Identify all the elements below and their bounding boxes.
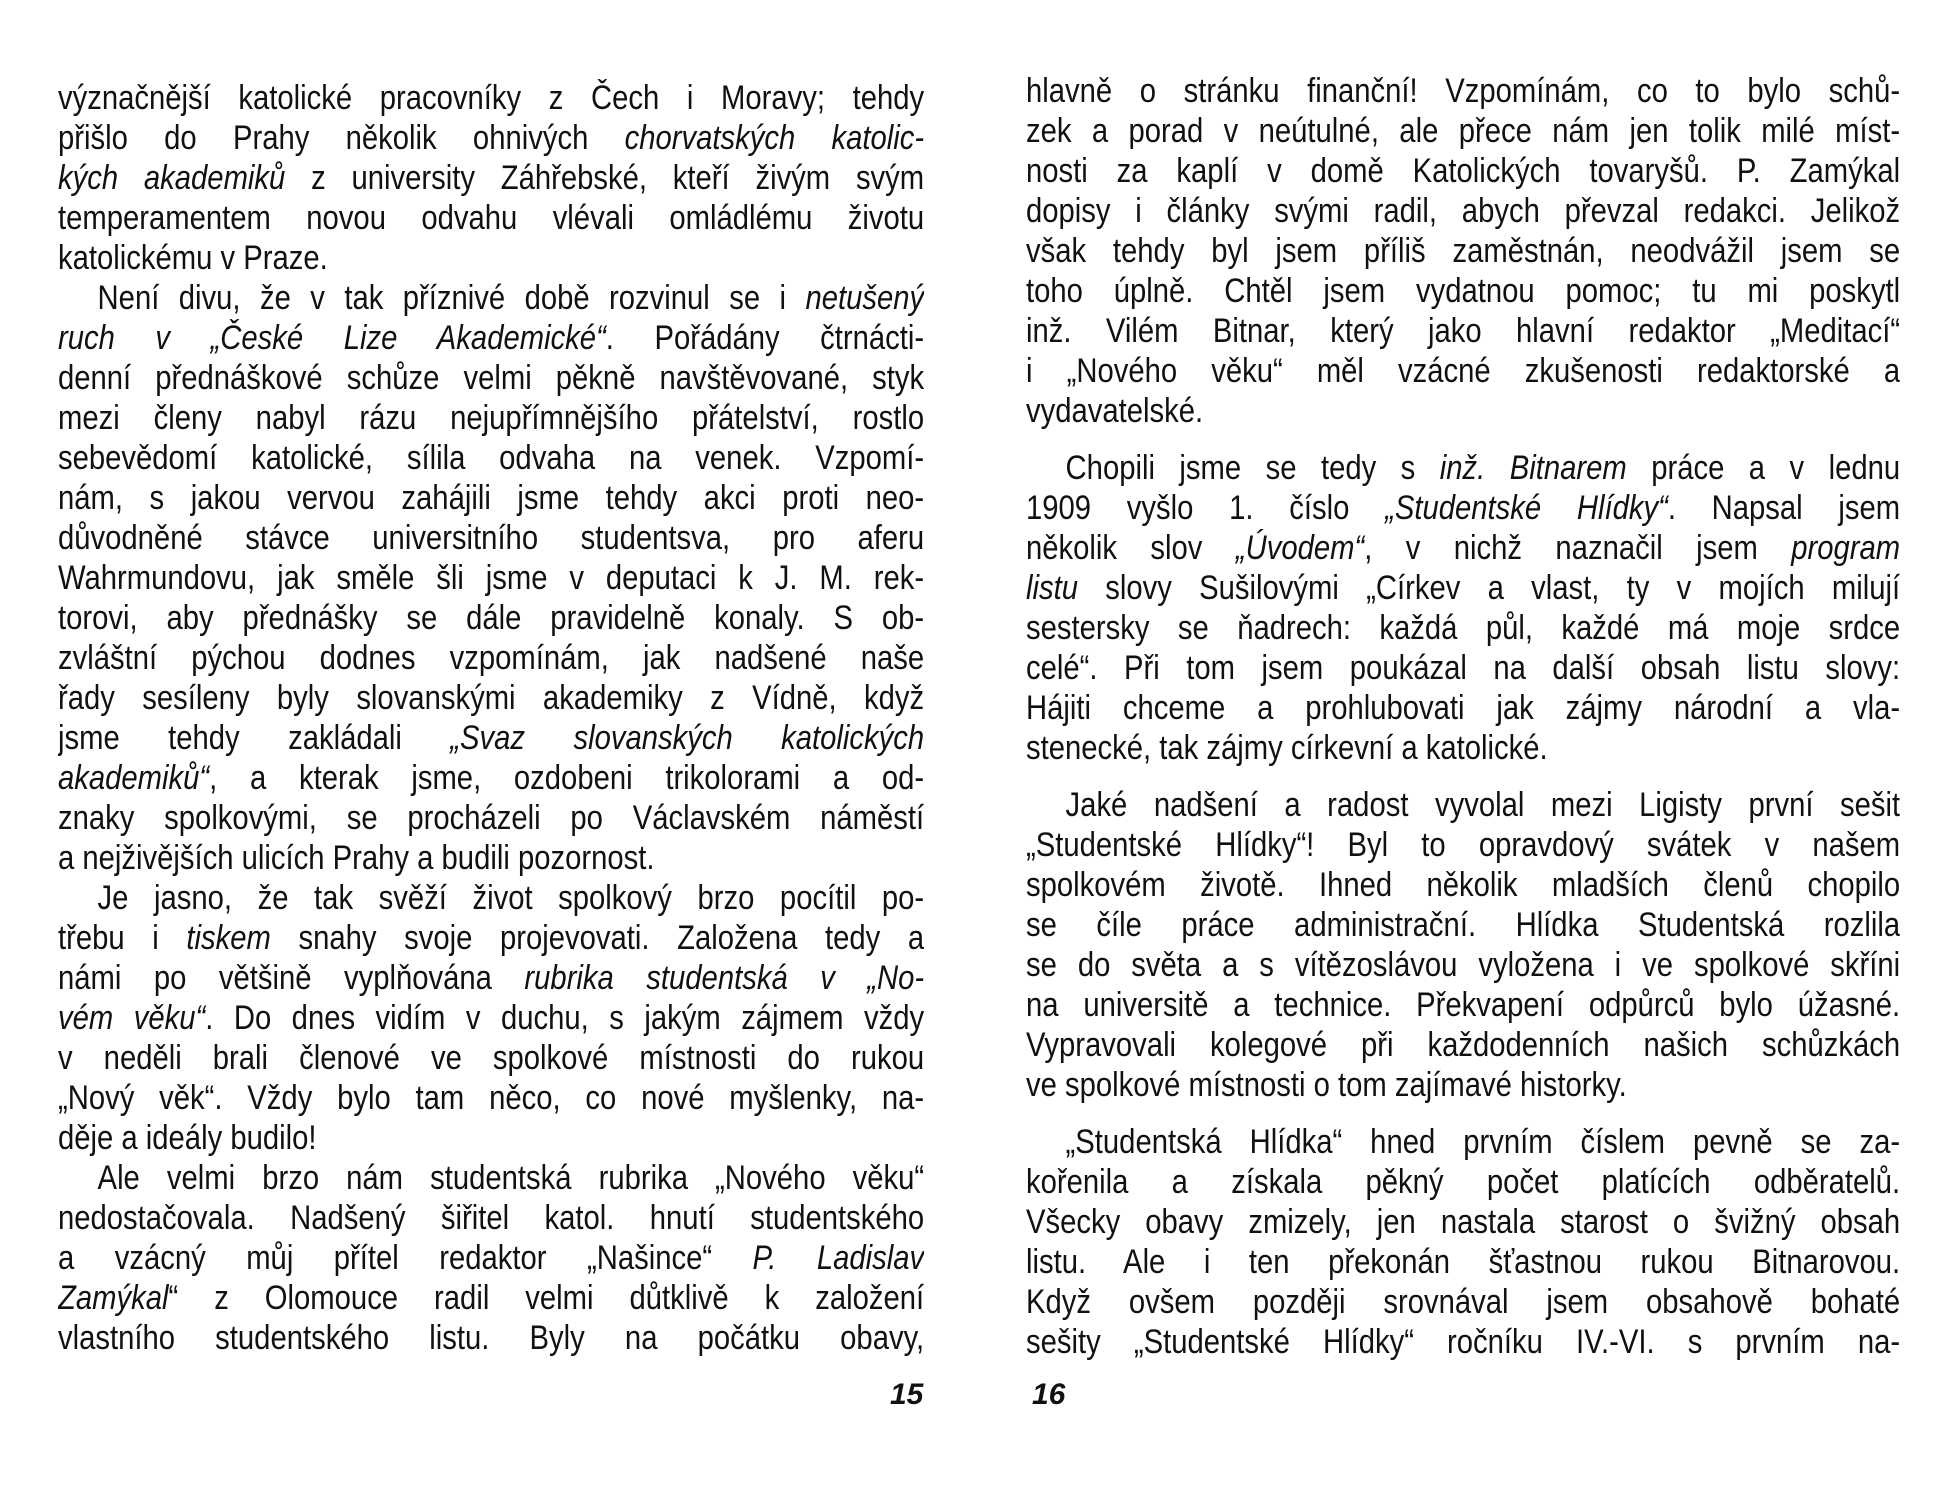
text-line	[1026, 351, 1900, 391]
text-run: Ale velmi brzo nám studentská rubrika „Nového věku“	[97, 1159, 925, 1197]
text-run: však tehdy byl jsem příliš zaměstnán, neodvážil jsem se	[1026, 232, 1901, 270]
text-line	[58, 758, 924, 798]
text-line	[58, 638, 924, 678]
text-line	[1026, 728, 1900, 768]
text-line	[58, 1278, 924, 1318]
paragraph	[58, 78, 924, 278]
italic-text-run: inž. Bitnarem	[1439, 449, 1627, 487]
text-run: děje a ideály budilo!	[58, 1119, 317, 1157]
text-line	[58, 678, 924, 718]
paragraph	[58, 1158, 924, 1358]
text-run: 1909 vyšlo 1. číslo	[1026, 489, 1386, 527]
text-line	[58, 598, 924, 638]
text-line	[58, 1198, 924, 1238]
text-line	[1026, 528, 1900, 568]
text-run: sešity „Studentské Hlídky“ ročníku IV.-VI. s prvním na-	[1026, 1323, 1901, 1361]
text-line	[1026, 608, 1900, 648]
italic-text-run: ruch v „České Lize Akademické“	[58, 319, 606, 357]
italic-text-run: rubrika studentská v „No-	[524, 959, 925, 997]
text-line	[1026, 311, 1900, 351]
text-run: i „Nového věku“ měl vzácné zkušenosti redaktorské a	[1026, 352, 1901, 390]
text-run: spolkovém životě. Ihned několik mladších členů chopilo	[1026, 866, 1901, 904]
text-line	[58, 238, 924, 278]
text-line	[58, 1318, 924, 1358]
text-run: Hájiti chceme a prohlubovati jak zájmy národní a vla-	[1026, 689, 1901, 727]
text-line	[1026, 688, 1900, 728]
text-run: celé“. Při tom jsem poukázal na další obsah listu slovy:	[1026, 649, 1901, 687]
italic-text-run: tiskem	[186, 919, 271, 957]
text-line	[58, 958, 924, 998]
text-run: katolickému v Praze.	[58, 239, 328, 277]
text-line	[1026, 1122, 1900, 1162]
text-run: ve spolkové místnosti o tom zajímavé historky.	[1026, 1066, 1627, 1104]
text-run: v neděli brali členové ve spolkové místnosti do rukou	[58, 1039, 925, 1077]
text-line	[1026, 1322, 1900, 1362]
text-line	[1026, 448, 1900, 488]
page-number-right: 16	[1032, 1378, 1066, 1411]
text-run: , a kterak jsme, ozdobeni trikolorami a od-	[209, 759, 925, 797]
text-run: zvláštní pýchou dodnes vzpomínám, jak nadšené naše	[58, 639, 925, 677]
text-run: na universitě a technice. Překvapení odpůrců bylo úžasné.	[1026, 986, 1901, 1024]
text-line	[58, 438, 924, 478]
text-run: Všecky obavy zmizely, jen nastala starost o švižný obsah	[1026, 1203, 1901, 1241]
text-line	[58, 398, 924, 438]
text-run: „Studentská Hlídka“ hned prvním číslem pevně se za-	[1065, 1123, 1901, 1161]
paragraph	[1026, 785, 1900, 1105]
text-run: listu. Ale i ten překonán šťastnou rukou Bitnarovou.	[1026, 1243, 1901, 1281]
text-line	[1026, 191, 1900, 231]
italic-text-run: kých akademiků	[58, 159, 286, 197]
text-line	[58, 1078, 924, 1118]
text-run: znaky spolkovými, se procházeli po Václavském náměstí	[58, 799, 925, 837]
text-line	[1026, 1065, 1900, 1105]
page-number-left: 15	[890, 1378, 924, 1411]
text-run: mezi členy nabyl rázu nejupřímnějšího přátelství, rostlo	[58, 399, 925, 437]
text-run: význačnější katolické pracovníky z Čech i Moravy; tehdy	[58, 79, 925, 117]
text-line	[1026, 1025, 1900, 1065]
text-line	[58, 358, 924, 398]
italic-text-run: vém věku“	[58, 999, 206, 1037]
text-run: . Napsal jsem	[1667, 489, 1901, 527]
text-line	[1026, 568, 1900, 608]
text-run: zek a porad v neútulné, ale přece nám jen tolik milé míst-	[1026, 112, 1901, 150]
text-run: . Do dnes vidím v duchu, s jakým zájmem vždy	[205, 999, 925, 1037]
italic-text-run: program	[1791, 529, 1901, 567]
text-run: denní přednáškové schůze velmi pěkně navštěvované, styk	[58, 359, 925, 397]
text-line	[58, 318, 924, 358]
text-line	[58, 198, 924, 238]
text-run: „Studentské Hlídky“! Byl to opravdový svátek v našem	[1026, 826, 1901, 864]
italic-text-run: „Úvodem“	[1235, 529, 1365, 567]
text-run: Chopili jsme se tedy s	[1065, 449, 1440, 487]
text-run: z university Záhřebské, kteří živým svým	[285, 159, 925, 197]
text-line	[1026, 865, 1900, 905]
text-run: námi po většině vyplňována	[58, 959, 525, 997]
text-line	[1026, 905, 1900, 945]
text-run: . Pořádány čtrnácti-	[605, 319, 925, 357]
text-run: torovi, aby přednášky se dále pravidelně konaly. S ob-	[58, 599, 925, 637]
text-line	[1026, 1162, 1900, 1202]
text-line	[58, 278, 924, 318]
italic-text-run: „Svaz slovanských katolických	[450, 719, 925, 757]
text-run: a vzácný můj přítel redaktor „Našince“	[58, 1239, 753, 1277]
text-run: několik slov	[1026, 529, 1236, 567]
text-run: práce a v lednu	[1626, 449, 1901, 487]
text-run: toho úplně. Chtěl jsem vydatnou pomoc; tu mi poskytl	[1026, 272, 1901, 310]
text-run: vlastního studentského listu. Byly na počátku obavy,	[58, 1319, 925, 1357]
text-run: sestersky se ňadrech: každá půl, každé má moje srdce	[1026, 609, 1901, 647]
text-run: temperamentem novou odvahu vlévali omládlému životu	[58, 199, 925, 237]
text-line	[58, 78, 924, 118]
text-line	[58, 518, 924, 558]
text-run: sebevědomí katolické, sílila odvaha na venek. Vzpomí-	[58, 439, 925, 477]
text-run: nosti za kaplí v domě Katolických tovaryšů. P. Zamýkal	[1026, 152, 1901, 190]
text-run: a nejživějších ulicích Prahy a budili pozornost.	[58, 839, 655, 877]
text-line	[58, 1158, 924, 1198]
text-run: nedostačovala. Nadšený šiřitel katol. hnutí studentského	[58, 1199, 925, 1237]
text-line	[1026, 785, 1900, 825]
italic-text-run: P. Ladislav	[752, 1239, 925, 1277]
text-run: , v nichž naznačil jsem	[1364, 529, 1792, 567]
text-line	[58, 118, 924, 158]
text-run: inž. Vilém Bitnar, který jako hlavní redaktor „Meditací“	[1026, 312, 1901, 350]
text-line	[58, 1038, 924, 1078]
text-line	[58, 918, 924, 958]
text-run: dopisy i články svými radil, abych převzal redakci. Jelikož	[1026, 192, 1901, 230]
text-run: stenecké, tak zájmy církevní a katolické.	[1026, 729, 1548, 767]
text-run: snahy svoje projevovati. Založena tedy a	[270, 919, 925, 957]
text-line	[1026, 71, 1900, 111]
italic-text-run: „Studentské Hlídky“	[1385, 489, 1668, 527]
text-line	[1026, 391, 1900, 431]
text-line	[58, 838, 924, 878]
paragraph	[1026, 71, 1900, 431]
text-line	[1026, 945, 1900, 985]
text-line	[58, 878, 924, 918]
text-run: nám, s jakou vervou zahájili jsme tehdy akci proti neo-	[58, 479, 925, 517]
text-line	[1026, 1242, 1900, 1282]
paragraph	[1026, 1122, 1900, 1362]
italic-text-run: Zamýkal	[58, 1279, 169, 1317]
text-line	[58, 798, 924, 838]
text-line	[1026, 231, 1900, 271]
text-line	[58, 1238, 924, 1278]
text-run: vydavatelské.	[1026, 392, 1204, 430]
text-run: se do světa a s vítězoslávou vyložena i ve spolkové skříni	[1026, 946, 1901, 984]
text-line	[1026, 1282, 1900, 1322]
text-line	[1026, 825, 1900, 865]
text-line	[1026, 271, 1900, 311]
italic-text-run: listu	[1026, 569, 1079, 607]
paragraph	[1026, 448, 1900, 768]
text-line	[58, 558, 924, 598]
text-run: Jaké nadšení a radost vyvolal mezi Ligisty první sešit	[1065, 786, 1901, 824]
text-line	[1026, 1202, 1900, 1242]
text-run: řady sesíleny byly slovanskými akademiky z Vídně, když	[58, 679, 925, 717]
text-line	[1026, 111, 1900, 151]
text-line	[58, 1118, 924, 1158]
text-line	[1026, 488, 1900, 528]
text-run: jsme tehdy zakládali	[58, 719, 451, 757]
text-run: Když ovšem později srovnával jsem obsahově bohaté	[1026, 1283, 1901, 1321]
text-line	[1026, 648, 1900, 688]
page-right	[1026, 71, 1900, 1379]
text-run: důvodněné stávce universitního studentsva, pro aferu	[58, 519, 925, 557]
text-line	[58, 478, 924, 518]
paragraph	[58, 878, 924, 1158]
text-run: Není divu, že v tak příznivé době rozvinul se i	[97, 279, 806, 317]
text-line	[58, 158, 924, 198]
italic-text-run: akademiků“	[58, 759, 210, 797]
text-run: “ z Olomouce radil velmi důtklivě k založení	[168, 1279, 925, 1317]
text-line	[1026, 985, 1900, 1025]
text-run: slovy Sušilovými „Církev a vlast, ty v mojích milují	[1078, 569, 1901, 607]
text-run: třebu i	[58, 919, 187, 957]
text-run: Wahrmundovu, jak směle šli jsme v deputaci k J. M. rek-	[58, 559, 925, 597]
paragraph	[58, 278, 924, 878]
text-run: Vypravovali kolegové při každodenních našich schůzkách	[1026, 1026, 1901, 1064]
text-run: Je jasno, že tak svěží život spolkový brzo pocítil po-	[97, 879, 925, 917]
italic-text-run: chorvatských katolic-	[624, 119, 925, 157]
text-line	[58, 718, 924, 758]
text-line	[58, 998, 924, 1038]
text-line	[1026, 151, 1900, 191]
text-run: kořenila a získala pěkný počet platících odběratelů.	[1026, 1163, 1901, 1201]
text-run: se číle práce administrační. Hlídka Studentská rozlila	[1026, 906, 1901, 944]
italic-text-run: netušený	[805, 279, 925, 317]
page-left	[58, 78, 924, 1358]
text-run: přišlo do Prahy několik ohnivých	[58, 119, 625, 157]
text-run: „Nový věk“. Vždy bylo tam něco, co nové myšlenky, na-	[58, 1079, 925, 1117]
text-run: hlavně o stránku finanční! Vzpomínám, co to bylo schů-	[1026, 72, 1901, 110]
